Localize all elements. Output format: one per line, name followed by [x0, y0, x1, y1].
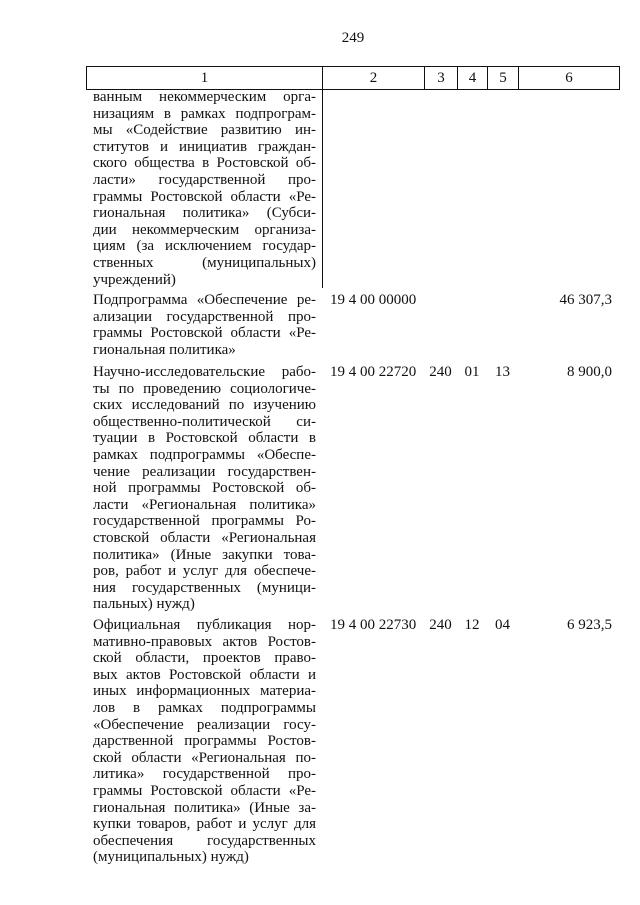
subsection-code: 04	[495, 617, 510, 633]
column-divider	[322, 90, 323, 288]
description-line: ласти» государственной про-	[93, 171, 316, 188]
description-line: циям (за исключением государ-	[93, 238, 316, 255]
description-line: граммы Ростовской области «Ре-	[93, 188, 316, 205]
description-line: (муниципальных) нужд)	[93, 849, 249, 866]
description-line: мативно-правовых актов Ростов-	[93, 633, 316, 650]
description-line: вых актов Ростовской области и	[93, 666, 316, 683]
page-number: 249	[341, 30, 365, 46]
description-line: лов в рамках подпрограммы	[93, 699, 316, 716]
description-line: ванным некоммерческим орга-	[93, 89, 316, 105]
description-line: ской области «Региональная по-	[93, 749, 316, 766]
description-line: Официальная публикация нор-	[93, 617, 316, 633]
program-code: 19 4 00 00000	[330, 292, 417, 308]
description-line: государственной программы Ро-	[93, 513, 316, 530]
table-header-row	[86, 66, 620, 90]
description-line: ния государственных (муници-	[93, 579, 316, 596]
description-line: рамках подпрограммы «Обеспе-	[93, 446, 316, 463]
description-line: низациям в рамках подпрограм-	[93, 105, 316, 122]
header-cell-2: 2	[322, 67, 424, 89]
row-description	[93, 89, 316, 288]
header-cell-6: 6	[518, 67, 619, 89]
header-cell-4: 4	[457, 67, 487, 89]
header-cell-1: 1	[200, 70, 209, 86]
description-line: иных информационных материа-	[93, 683, 316, 700]
description-line: ственных (муниципальных)	[93, 254, 316, 271]
description-line: гиональная политика»	[93, 341, 236, 358]
description-line: купки товаров, работ и услуг для	[93, 816, 316, 833]
section-code: 01	[464, 364, 480, 380]
description-line: политика» (Иные закупки това-	[93, 546, 316, 563]
description-line: ализации государственной про-	[93, 308, 316, 325]
expense-type: 240	[429, 617, 452, 633]
description-line: ной программы Ростовской об-	[93, 480, 316, 497]
table-row	[0, 292, 640, 358]
description-line: дарственной программы Ростов-	[93, 733, 316, 750]
description-line: граммы Ростовской области «Ре-	[93, 325, 316, 342]
description-line: стовской области «Региональная	[93, 529, 316, 546]
description-line: туации в Ростовской области в	[93, 430, 316, 447]
description-line: ласти «Региональная политика»	[93, 496, 316, 513]
description-line: ститутов и инициатив граждан-	[93, 138, 316, 155]
description-line: Подпрограмма «Обеспечение ре-	[93, 292, 316, 308]
header-cell-3: 3	[424, 67, 457, 89]
amount: 8 900,0	[567, 364, 612, 380]
row-description	[93, 617, 316, 866]
row-description	[93, 364, 316, 613]
subsection-code: 13	[495, 364, 510, 380]
table-row	[0, 617, 640, 866]
row-description	[93, 292, 316, 358]
expense-type: 240	[429, 364, 452, 380]
description-line: Научно-исследовательские рабо-	[93, 364, 316, 380]
description-line: граммы Ростовской области «Ре-	[93, 782, 316, 799]
description-line: литика» государственной про-	[93, 766, 316, 783]
description-line: учреждений)	[93, 271, 176, 288]
section-code: 12	[464, 617, 480, 633]
description-line: чение реализации государствен-	[93, 463, 316, 480]
description-line: ты по проведению социологиче-	[93, 380, 316, 397]
description-line: ских исследований по изучению	[93, 397, 316, 414]
description-line: мы «Содействие развитию ин-	[93, 122, 316, 139]
description-line: гиональная политика» (Субси-	[93, 205, 316, 222]
table-row	[0, 89, 640, 288]
table-row	[0, 364, 640, 613]
description-line: ской области, проектов право-	[93, 650, 316, 667]
description-line: ского общества в Ростовской об-	[93, 155, 316, 172]
description-line: ров, работ и услуг для обеспече-	[93, 563, 316, 580]
amount: 6 923,5	[567, 617, 612, 633]
program-code: 19 4 00 22730	[330, 617, 417, 633]
description-line: «Обеспечение реализации госу-	[93, 716, 316, 733]
description-line: обеспечения государственных	[93, 832, 316, 849]
header-cell-5: 5	[487, 67, 518, 89]
description-line: дии некоммерческим организа-	[93, 221, 316, 238]
program-code: 19 4 00 22720	[330, 364, 417, 380]
amount: 46 307,3	[559, 292, 612, 308]
description-line: общественно-политической си-	[93, 413, 316, 430]
description-line: пальных) нужд)	[93, 596, 195, 613]
description-line: гиональная политика» (Иные за-	[93, 799, 316, 816]
